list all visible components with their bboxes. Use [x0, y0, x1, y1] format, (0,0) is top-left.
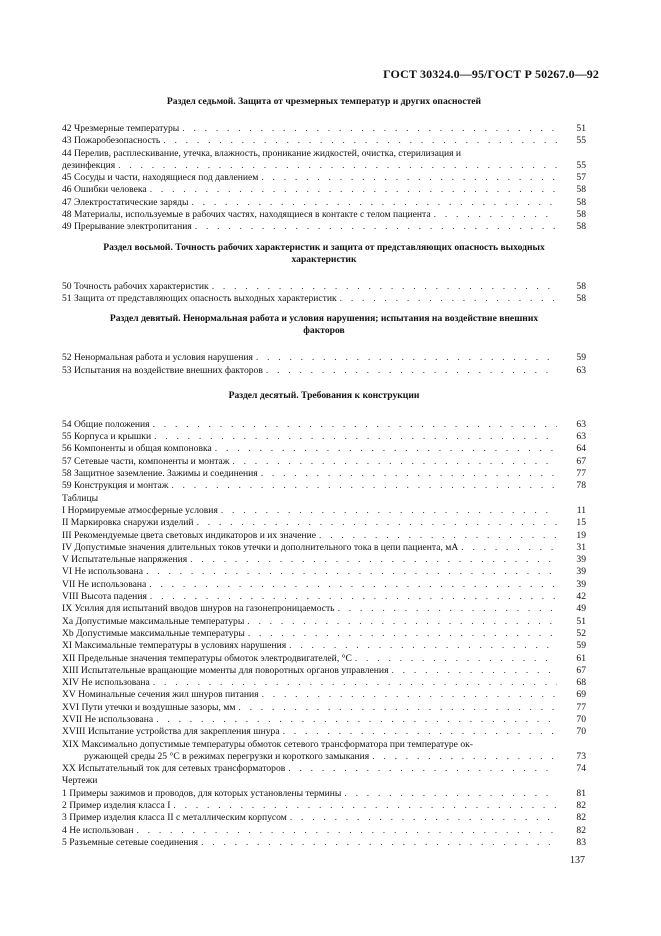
toc-row-page: 39: [576, 554, 586, 566]
toc-row-text: 5 Разъемные сетевые соединения: [62, 836, 199, 848]
toc-row-text: 3 Пример изделия класса II с металлическим корпусом: [62, 812, 287, 824]
toc-row[interactable]: [62, 135, 586, 147]
toc-row[interactable]: [62, 837, 586, 849]
toc-row[interactable]: 48 Материалы, используемые в рабочих частях, находящиеся в контакте с телом пациента . . . 58: [62, 209, 586, 221]
toc-row-page: 81: [576, 787, 586, 799]
toc-row-text: XIV Не использована: [62, 677, 150, 689]
toc-row[interactable]: [62, 812, 586, 824]
toc-row[interactable]: [62, 702, 586, 714]
toc-row[interactable]: 54 Общие положения . . . 63: [62, 419, 586, 431]
toc-row[interactable]: [62, 616, 586, 628]
toc-row-page: 83: [576, 836, 586, 848]
toc-row-text: IX Усилия для испытаний вводов шнуров на газонепроницаемость: [62, 603, 335, 615]
toc-row-text: Xb Допустимые максимальные температуры: [62, 627, 245, 639]
toc-row-text: VII Не использована: [62, 578, 147, 590]
toc-row-page: 52: [576, 627, 586, 639]
toc-row-page: 82: [576, 824, 586, 836]
toc-row[interactable]: 45 Сосуды и части, находящиеся под давлением . . . 57: [62, 172, 586, 184]
toc-row-text: 1 Примеры зажимов и проводов, для которых установлены термины: [62, 787, 342, 799]
toc-row-44-line1[interactable]: 44 Перелив, расплескивание, утечка, влажность, проникание жидкостей, очистка, стерилизация и: [62, 147, 462, 159]
section-8-list: [62, 281, 586, 306]
toc-row-text: Xa Допустимые максимальные температуры: [62, 615, 245, 627]
toc-row[interactable]: [62, 517, 586, 529]
toc-row-text: 2 Пример изделия класса I: [62, 800, 171, 812]
toc-row-text: 4 Не использован: [62, 824, 134, 836]
document-header: ГОСТ 30324.0—95/ГОСТ Р 50267.0—92: [383, 67, 599, 81]
toc-row-page: 69: [576, 689, 586, 701]
toc-row-text: I Нормируемые атмосферные условия: [62, 504, 218, 516]
toc-row[interactable]: [62, 640, 586, 652]
toc-row[interactable]: 56 Компоненты и общая компоновка . . . 64: [62, 443, 586, 455]
toc-row[interactable]: 51 Защита от представляющих опасность выходных характеристик . . . 58: [62, 293, 586, 305]
toc-row-page: 59: [576, 640, 586, 652]
toc-row[interactable]: [62, 677, 586, 689]
toc-row-page: 61: [576, 652, 586, 664]
toc-row-page: 49: [576, 603, 586, 615]
toc-row[interactable]: 59 Конструкция и монтаж . . . 78: [62, 480, 586, 492]
toc-row[interactable]: [62, 505, 586, 517]
toc-row-text: V Испытательные напряжения: [62, 554, 188, 566]
toc-content: [62, 96, 586, 849]
toc-row[interactable]: [62, 530, 586, 542]
toc-row[interactable]: 53 Испытания на воздействие внешних факторов . . . 63: [62, 365, 586, 377]
section-10-title: Раздел десятый. Требования к конструкции: [228, 389, 420, 401]
tables-heading: Таблицы: [62, 492, 99, 504]
toc-row-text: XV Номинальные сечения жил шнуров питания: [62, 689, 259, 701]
page-number: 137: [570, 855, 585, 866]
toc-row[interactable]: [62, 628, 586, 640]
toc-row-page: 15: [576, 517, 586, 529]
toc-row-text: XVIII Испытание устройства для закрепления шнура: [62, 726, 280, 738]
toc-row-page: 82: [576, 800, 586, 812]
toc-row-page: 51: [576, 123, 586, 134]
section-8-title: Раздел восьмой. Точность рабочих характеристик и защита от представляющих опасность выходных характеристик: [103, 241, 545, 265]
drawings-heading: Чертежи: [62, 775, 98, 787]
toc-row[interactable]: [62, 542, 586, 554]
section-10-list: [62, 419, 586, 493]
drawings-list: [62, 788, 586, 849]
toc-row[interactable]: 55 Корпуса и крышки . . . 63: [62, 431, 586, 443]
toc-row[interactable]: [62, 579, 586, 591]
toc-row-page: 39: [576, 566, 586, 578]
toc-row[interactable]: 47 Электростатические заряды . . . 58: [62, 197, 586, 209]
toc-row-page: 51: [576, 615, 586, 627]
toc-row-text: XIII Испытательные вращающие моменты для поворотных органов управления: [62, 664, 389, 676]
toc-row-text: XVII Не использована: [62, 713, 154, 725]
toc-row-page: 11: [576, 504, 586, 516]
toc-row-page: 39: [576, 578, 586, 590]
toc-row-page: 68: [576, 677, 586, 689]
toc-row[interactable]: [62, 554, 586, 566]
toc-row-page: 70: [576, 713, 586, 725]
toc-row[interactable]: 57 Сетевые части, компоненты и монтаж . . . 67: [62, 456, 586, 468]
toc-row[interactable]: 58 Защитное заземление. Зажимы и соединения . . . 77: [62, 468, 586, 480]
toc-row-xix-line2[interactable]: ружающей среды 25 °С в режимах перегрузки и короткого замыкания . . . 73: [62, 751, 586, 763]
toc-row-page: 42: [576, 591, 586, 603]
toc-row[interactable]: [62, 726, 586, 738]
toc-row-page: 82: [576, 812, 586, 824]
section-7-list: [62, 123, 586, 234]
toc-row[interactable]: [62, 825, 586, 837]
toc-row-text: VIII Высота падения: [62, 591, 147, 603]
toc-row-page: 55: [576, 135, 586, 147]
toc-row-page: 19: [576, 529, 586, 541]
toc-row-text: VI Не использована: [62, 566, 144, 578]
toc-row[interactable]: 46 Ошибки человека . . . 58: [62, 184, 586, 196]
toc-row[interactable]: 49 Прерывание электропитания . . . 58: [62, 221, 586, 233]
tables-list: [62, 505, 586, 739]
toc-row[interactable]: [62, 714, 586, 726]
toc-row-text: 42 Чрезмерные температуры: [62, 123, 180, 134]
toc-row-text: IV Допустимые значения длительных токов утечки и дополнительного тока в цепи пациента, мА: [62, 541, 459, 553]
toc-row-text: 43 Пожаробезопасность: [62, 135, 161, 147]
toc-row-text: XVI Пути утечки и воздушные зазоры, мм: [62, 701, 236, 713]
toc-row[interactable]: [62, 123, 586, 135]
toc-row[interactable]: [62, 800, 586, 812]
section-7-title: Раздел седьмой. Защита от чрезмерных температур и других опасностей: [166, 96, 482, 107]
toc-row[interactable]: [62, 788, 586, 800]
section-9-title: Раздел девятый. Ненормальная работа и условия нарушения; испытания на воздействие внешних факторов: [109, 313, 539, 337]
toc-row-text: XII Предельные значения температуры обмоток электродвигателей, °С: [62, 652, 352, 664]
toc-row[interactable]: [62, 653, 586, 665]
toc-row-44-line2[interactable]: дезинфекция . . . 55: [62, 160, 586, 172]
toc-row-page: 77: [576, 701, 586, 713]
toc-row[interactable]: 50 Точность рабочих характеристик . . . 58: [62, 281, 586, 293]
toc-row-text: XI Максимальные температуры в условиях нарушения: [62, 640, 287, 652]
toc-row-text: III Рекомендуемые цвета световых индикаторов и их значение: [62, 529, 317, 541]
toc-row[interactable]: XX Испытательный ток для сетевых трансформаторов . . . 74: [62, 763, 586, 775]
toc-row-page: 70: [576, 726, 586, 738]
toc-row[interactable]: [62, 665, 586, 677]
toc-row-text: II Маркировка снаружи изделий: [62, 517, 194, 529]
toc-row-page: 67: [576, 664, 586, 676]
toc-row-page: 31: [576, 541, 586, 553]
toc-row[interactable]: [62, 566, 586, 578]
section-9-list: [62, 352, 586, 377]
toc-row[interactable]: [62, 603, 586, 615]
toc-row-xix-line1[interactable]: XIX Максимально допустимые температуры обмоток сетевого трансформатора при температуре ок-: [62, 738, 473, 750]
toc-row[interactable]: [62, 689, 586, 701]
toc-row[interactable]: 52 Ненормальная работа и условия нарушения . . . 59: [62, 352, 586, 364]
toc-row[interactable]: [62, 591, 586, 603]
